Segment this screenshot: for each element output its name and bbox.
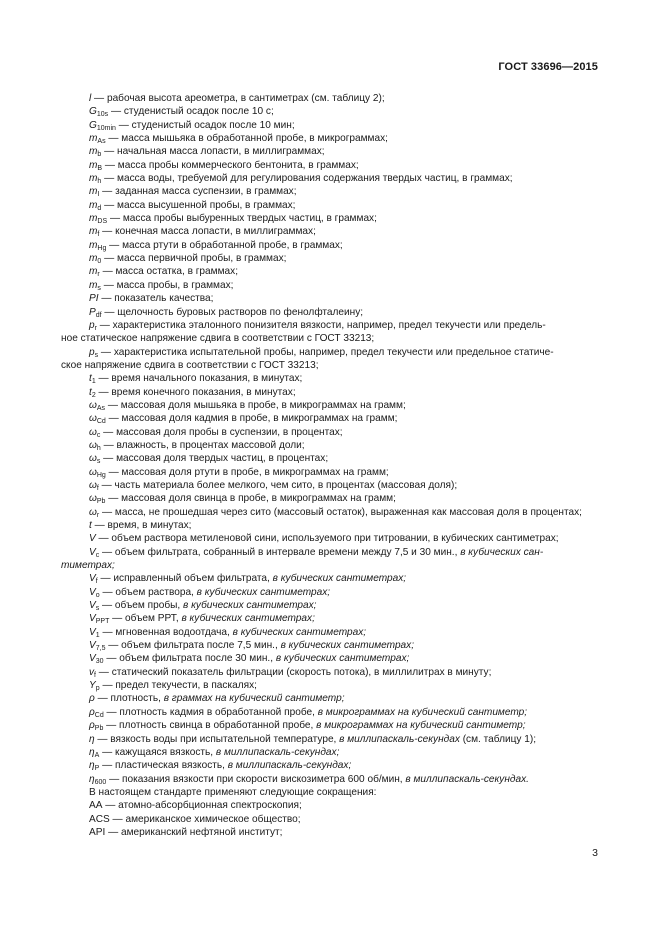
text-line <box>61 292 599 305</box>
symbol-subscript: f <box>94 671 96 679</box>
symbol: V <box>89 626 96 638</box>
symbol: ω <box>89 479 97 491</box>
text-line <box>61 719 599 732</box>
definition-text: — показатель качества; <box>98 293 214 305</box>
text-line <box>61 826 599 839</box>
symbol: m <box>89 226 98 238</box>
symbol: V <box>89 613 96 625</box>
symbol-subscript: 10min <box>96 124 116 132</box>
definition-italic-text: в миллипаскаль-секундах <box>339 733 460 745</box>
definition-italic-text: в миллипаскаль-секундах. <box>405 773 529 785</box>
symbol: t <box>89 386 92 398</box>
symbol: p <box>89 319 95 331</box>
symbol-subscript: I <box>97 191 100 199</box>
text-line <box>61 132 599 145</box>
definition-text: — рабочая высота ареометра, в сантиметрах (см. таблицу 2); <box>91 93 385 104</box>
definition-italic-text: в кубических сантиметрах; <box>196 586 331 598</box>
definition-text: — предел текучести, в паскалях; <box>99 680 257 692</box>
symbol-subscript: b <box>97 151 102 159</box>
symbol-subscript: p <box>95 685 100 693</box>
text-line <box>61 319 599 332</box>
text-line <box>61 639 599 652</box>
definition-text: — масса мышьяка в обработанной пробе, в микрограммах; <box>105 133 388 145</box>
definition-italic-text: в кубических сантиметрах; <box>280 640 415 652</box>
text-line <box>61 426 599 439</box>
symbol: η <box>89 733 95 745</box>
symbol-subscript: Cd <box>94 711 104 719</box>
symbol: m <box>89 239 98 251</box>
definition-italic-text: в кубических сантиметрах; <box>181 613 315 625</box>
symbol-subscript: f <box>96 484 99 492</box>
text-line <box>61 145 599 158</box>
text-line <box>61 759 599 772</box>
definition-text: — масса высушенной пробы, в граммах; <box>101 199 296 211</box>
symbol: m <box>89 199 98 211</box>
text-line <box>61 813 599 826</box>
symbol: m <box>89 186 98 198</box>
symbol: G <box>89 119 97 131</box>
definition-text: — плотность кадмия в обработанной пробе, <box>103 706 318 718</box>
text-line <box>61 479 599 492</box>
definition-text: — массовая доля твердых частиц, в процентах; <box>100 453 329 465</box>
text-line <box>61 119 599 132</box>
symbol: m <box>89 266 98 278</box>
text-line <box>61 199 599 212</box>
symbol-subscript: Cd <box>96 418 106 426</box>
symbol: PI <box>89 293 99 305</box>
text-line <box>61 172 599 185</box>
definition-text: — масса, не прошедшая через сито (массовый остаток), выраженная как массовая доля в процентах; <box>99 506 582 518</box>
definition-italic-text: в кубических сантиметрах; <box>275 653 410 665</box>
symbol: ω <box>89 413 97 425</box>
symbol: m <box>89 213 98 225</box>
definition-italic-text: в микрограммах на кубический сантиметр; <box>317 706 528 718</box>
definition-text: — время, в минутах; <box>91 520 192 531</box>
text-line <box>61 252 599 265</box>
definition-text: — время начального показания, в минутах; <box>95 373 303 385</box>
text-line <box>61 786 599 799</box>
symbol-subscript: P <box>94 765 100 773</box>
symbol-subscript: s <box>97 284 101 292</box>
text-line <box>61 586 599 599</box>
text-line <box>61 265 599 278</box>
text-line <box>61 706 599 719</box>
definition-italic-text: в кубических сантиметрах; <box>232 626 367 638</box>
text-line <box>61 346 599 359</box>
definition-text: — время конечного показания, в минутах; <box>95 386 296 398</box>
definition-text: — студенистый осадок после 10 мин; <box>115 119 295 131</box>
definition-text: — объем раствора метиленовой сини, используемого при титровании, в кубических сантиметрах; <box>95 533 559 545</box>
symbol: V <box>89 586 96 598</box>
definition-text-tail: (см. таблицу 1); <box>459 733 537 745</box>
symbol-subscript: s <box>94 351 99 359</box>
definition-text: — часть материала более мелкого, чем сито, в процентах (массовая доля); <box>98 479 458 491</box>
symbol: m <box>89 159 98 171</box>
definition-text: — массовая доля мышьяка в пробе, в микрограммах на грамм; <box>105 399 406 411</box>
symbol-subscript: f <box>97 231 100 239</box>
symbol: m <box>89 253 98 265</box>
symbol-subscript: 0 <box>97 258 102 266</box>
symbol-subscript: o <box>95 591 100 599</box>
definition-text: — начальная масса лопасти, в миллиграммах; <box>101 146 325 158</box>
symbol: η <box>89 760 95 772</box>
symbol: m <box>89 279 98 291</box>
symbol-subscript: DS <box>97 218 108 226</box>
definition-text: — влажность, в процентах массовой доли; <box>100 439 305 451</box>
symbol-subscript: s <box>95 605 100 613</box>
definition-text: — масса пробы, в граммах; <box>100 279 234 291</box>
definition-text: — объем раствора, <box>99 586 197 598</box>
symbol: η <box>89 746 95 758</box>
definition-text: ное статическое напряжение сдвига в соответствии с ГОСТ 33213; <box>61 333 375 345</box>
symbol: t <box>89 520 92 531</box>
symbol-subscript: PPT <box>95 618 110 626</box>
definition-text: — масса первичной пробы, в граммах; <box>101 253 287 265</box>
definition-text: — показания вязкости при скорости вискозиметра 600 об/мин, <box>106 773 406 785</box>
definition-italic-text: в микрограммах на кубический сантиметр; <box>316 720 526 732</box>
symbol-subscript: 10s <box>96 111 109 119</box>
text-line <box>61 572 599 585</box>
definition-text: — плотность, <box>94 693 164 705</box>
text-line <box>61 733 599 746</box>
definition-text: — характеристика испытательной пробы, например, предел текучести или предельное статиче- <box>98 346 554 358</box>
definition-text: — массовая доля ртути в пробе, в микрограммах на грамм; <box>105 466 389 478</box>
definition-text: АА — атомно-абсорбционная спектроскопия; <box>89 800 302 812</box>
symbol: V <box>89 573 96 585</box>
definition-italic-text: в кубических сан- <box>460 546 544 558</box>
text-line <box>61 546 599 559</box>
symbol: V <box>89 640 96 652</box>
symbol: P <box>89 306 96 318</box>
definition-text: — плотность свинца в обработанной пробе, <box>103 720 317 732</box>
text-line <box>61 372 599 385</box>
symbol: m <box>89 146 98 158</box>
text-line <box>61 452 599 465</box>
definition-text: — студенистый осадок после 10 с; <box>108 106 274 118</box>
definition-text: — заданная масса суспензии, в граммах; <box>99 186 297 198</box>
symbol-subscript: c <box>95 551 100 559</box>
text-line <box>61 652 599 665</box>
definition-text: API — американский нефтяной институт; <box>89 826 283 838</box>
text-line <box>61 185 599 198</box>
document-body <box>61 92 599 839</box>
symbol-subscript: r <box>94 324 97 332</box>
text-line <box>61 92 599 105</box>
definition-italic-text: в граммах на кубический сантиметр; <box>163 693 345 705</box>
symbol: p <box>89 346 95 358</box>
text-line <box>61 532 599 545</box>
text-line <box>61 773 599 786</box>
text-line <box>61 239 599 252</box>
definition-text: — исправленный объем фильтрата, <box>97 573 273 585</box>
definition-text: — массовая доля свинца в пробе, в микрограммах на грамм; <box>105 493 396 505</box>
symbol: v <box>89 666 95 678</box>
definition-text: — мгновенная водоотдача, <box>99 626 233 638</box>
symbol: V <box>89 600 96 612</box>
symbol-subscript: f <box>95 578 98 586</box>
symbol: ρ <box>89 706 95 718</box>
symbol-subscript: 1 <box>95 631 100 639</box>
definition-text: — массовая доля пробы в суспензии, в процентах; <box>100 426 343 438</box>
symbol: ω <box>89 439 97 451</box>
definition-text: ACS — американское химическое общество; <box>89 813 301 825</box>
definition-text: — объем фильтрата после 7,5 мин., <box>105 640 281 652</box>
definition-italic-text: в миллипаскаль-секундах; <box>227 760 352 772</box>
symbol-subscript: B <box>97 164 103 172</box>
symbol-subscript: h <box>97 178 102 186</box>
symbol: Y <box>89 680 96 692</box>
definition-text: ское напряжение сдвига в соответствии с ГОСТ 33213; <box>61 359 319 371</box>
text-line <box>61 386 599 399</box>
definition-text: — статический показатель фильтрации (скорость потока), в миллилитрах в минуту; <box>96 666 492 678</box>
symbol: l <box>89 93 92 104</box>
text-line <box>61 612 599 625</box>
symbol: G <box>89 106 97 118</box>
text-line <box>61 359 599 372</box>
definition-text: — щелочность буровых растворов по фенолфталеину; <box>101 306 364 318</box>
definition-text: — пластическая вязкость, <box>99 760 228 772</box>
text-line <box>61 692 599 705</box>
definition-text: В настоящем стандарте применяют следующие сокращения: <box>89 786 377 798</box>
symbol-subscript: 7,5 <box>95 645 106 653</box>
symbol-subscript: Pb <box>96 498 106 506</box>
text-line <box>61 225 599 238</box>
definition-italic-text: в кубических сантиметрах; <box>272 573 407 585</box>
definition-text: — масса пробы коммерческого бентонита, в граммах; <box>102 159 359 171</box>
text-line <box>61 439 599 452</box>
definition-text: — масса воды, требуемой для регулирования содержания твердых частиц, в граммах; <box>101 173 513 185</box>
text-line <box>61 159 599 172</box>
symbol-subscript: 2 <box>91 391 96 399</box>
symbol-subscript: Hg <box>96 471 106 479</box>
symbol: ω <box>89 506 97 518</box>
symbol: η <box>89 773 95 785</box>
text-line <box>61 679 599 692</box>
definition-text: — характеристика эталонного понизителя вязкости, например, предел текучести или предель- <box>96 319 546 331</box>
symbol: t <box>89 373 92 385</box>
text-line <box>61 492 599 505</box>
symbol-subscript: 1 <box>91 378 96 386</box>
symbol-subscript: r <box>97 271 100 279</box>
symbol: ω <box>89 466 97 478</box>
symbol-subscript: r <box>96 511 100 519</box>
page-number: 3 <box>592 847 598 859</box>
text-line <box>61 746 599 759</box>
symbol-subscript: df <box>95 311 102 319</box>
symbol-subscript: As <box>97 138 106 146</box>
symbol-subscript: s <box>96 458 101 466</box>
definition-text: — масса остатка, в граммах; <box>99 266 238 278</box>
symbol: ω <box>89 426 97 438</box>
text-line <box>61 666 599 679</box>
symbol-subscript: 30 <box>95 658 104 666</box>
text-line <box>61 626 599 639</box>
symbol: ω <box>89 399 97 411</box>
standard-header: ГОСТ 33696—2015 <box>498 61 598 73</box>
symbol: ρ <box>89 693 95 705</box>
definition-text: — массовая доля кадмия в пробе, в микрограммах на грамм; <box>105 413 398 425</box>
symbol: V <box>89 653 96 665</box>
definition-italic-text: в миллипаскаль-секундах; <box>215 746 340 758</box>
symbol: m <box>89 173 98 185</box>
symbol: V <box>89 533 96 545</box>
text-line <box>61 399 599 412</box>
definition-text: — объем пробы, <box>99 600 184 612</box>
definition-text: — масса ртути в обработанной пробе, в граммах; <box>106 239 343 251</box>
text-line <box>61 306 599 319</box>
symbol: ω <box>89 453 97 465</box>
text-line <box>61 599 599 612</box>
symbol: m <box>89 133 98 145</box>
symbol-subscript: Hg <box>97 244 107 252</box>
text-line <box>61 332 599 345</box>
symbol: V <box>89 546 96 558</box>
definition-italic-text: тиметрах; <box>61 560 115 572</box>
text-line <box>61 799 599 812</box>
text-line <box>61 466 599 479</box>
definition-italic-text: в кубических сантиметрах; <box>183 600 317 612</box>
text-line <box>61 212 599 225</box>
symbol-subscript: Pb <box>94 725 104 733</box>
text-line <box>61 519 599 532</box>
definition-text: — масса пробы выбуренных твердых частиц, в граммах; <box>107 213 377 225</box>
definition-text: — объем фильтрата, собранный в интервале времени между 7,5 и 30 мин., <box>99 546 461 558</box>
text-line <box>61 279 599 292</box>
text-line <box>61 412 599 425</box>
definition-text: — объем РРТ, <box>109 613 182 625</box>
text-line <box>61 559 599 572</box>
symbol: ρ <box>89 720 95 732</box>
symbol-subscript: A <box>94 751 100 759</box>
definition-text: — вязкость воды при испытательной температуре, <box>94 733 340 745</box>
symbol-subscript: 600 <box>94 778 107 786</box>
symbol-subscript: h <box>96 444 101 452</box>
symbol-subscript: c <box>96 431 101 439</box>
definition-text: — объем фильтрата после 30 мин., <box>103 653 276 665</box>
definition-text: — кажущаяся вязкость, <box>99 746 216 758</box>
symbol-subscript: As <box>96 404 106 412</box>
text-line <box>61 506 599 519</box>
symbol-subscript: d <box>97 204 102 212</box>
text-line <box>61 105 599 118</box>
definition-text: — конечная масса лопасти, в миллиграммах; <box>99 226 316 238</box>
symbol: ω <box>89 493 97 505</box>
